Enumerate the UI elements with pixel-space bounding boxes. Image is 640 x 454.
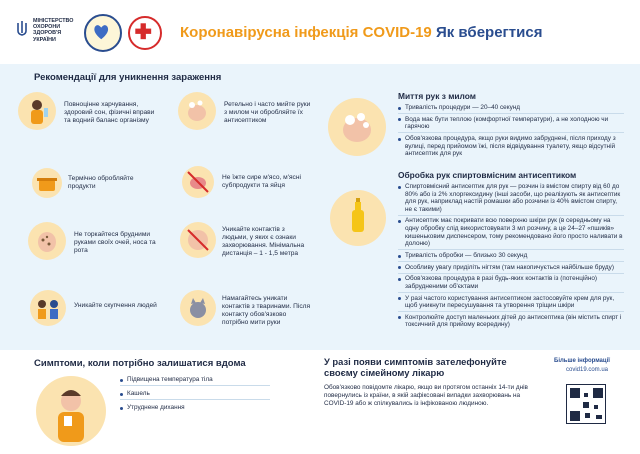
- recommendations-title: Рекомендації для уникнення зараження: [34, 72, 222, 83]
- list-item: Контролюйте доступ маленьких дітей до антисептика (він містить спирт і токсичний для прийому всередину): [398, 314, 624, 329]
- rec-text-crowds: Уникайте скупчення людей: [74, 302, 157, 309]
- soap-title: Миття рук з милом: [398, 91, 476, 101]
- list-item: Антисептик має покривати всю поверхню шкіри рук (в середньому на одну обробку слід використовувати 3 мл розчину, а це 24–27 «пшиків» кишеньковим диспенсером, тому рекомендовано його просто наливати в долоню): [398, 217, 624, 250]
- header: [0, 0, 640, 64]
- dirty-hand-icon: [28, 222, 66, 260]
- cat-icon: [180, 290, 216, 326]
- antiseptic-bottle-icon: [330, 190, 386, 246]
- rec-text-face-touch: Не торкайтеся брудними руками своїх очей, носа та рота: [74, 231, 156, 254]
- list-item: Тривалість процедури — 20–40 секунд: [398, 104, 624, 114]
- doctor-title: У разі появи симптомів зателефонуйте своєму сімейному лікарю: [324, 356, 507, 378]
- red-cross-logo-icon: [128, 16, 162, 50]
- list-item: Обов'язкова процедура в разі будь-яких контактів із (потенційно) забрудненими об'єктами: [398, 275, 624, 293]
- crowd-icon: [30, 290, 66, 326]
- list-item: Підвищена температура тіла: [120, 376, 270, 386]
- antiseptic-list: [398, 183, 624, 331]
- list-item: Особливу увагу приділіть нігтям (там накопичується найбільше бруду): [398, 264, 624, 274]
- cooking-pot-icon: [32, 168, 62, 198]
- list-item: Тривалість обробки — близько 30 секунд: [398, 252, 624, 262]
- no-raw-meat-icon: [182, 166, 214, 198]
- qr-code-icon[interactable]: [566, 384, 606, 424]
- rec-text-distance: Уникайте контактів з людьми, у яких є ознаки захворювання. Мінімальна дистанція – 1 - 1,5 метра: [222, 226, 305, 257]
- rec-text-raw-meat: Не їжте сире м'ясо, м'ясні субпродукти та яйця: [222, 174, 301, 189]
- heart-logo-icon: [84, 14, 122, 52]
- rec-text-handwash: Ретельно і часто мийте руки з милом чи обробляйте їх антисептиком: [224, 101, 311, 124]
- more-info-label: Більше інформації: [554, 358, 610, 364]
- antiseptic-title: Обробка рук спиртовмісним антисептиком: [398, 170, 577, 180]
- soap-hands-icon: [328, 98, 386, 156]
- page-title: Коронавірусна інфекція COVID-19 Як вберегтися: [180, 24, 543, 41]
- more-info-link[interactable]: covid19.com.ua: [566, 367, 609, 373]
- sick-person-icon: [36, 376, 106, 446]
- list-item: Утруднене дихання: [120, 404, 270, 412]
- symptoms-list: [120, 376, 270, 413]
- soap-list: [398, 104, 624, 159]
- list-item: Обов'язкова процедура, якщо руки видимо забруднені, після приходу з вулиці, перед прийомом їжі, після відвідування туалету, якщо відсутній антисептик для рук: [398, 135, 624, 158]
- doctor-text: Обов'язково повідомте лікарю, якщо ви протягом останніх 14-ти днів повернулись із країни, в якій зафіксовані випадки захворювань на COVID-19 або ж спілкувались із інфікованою людиною.: [324, 384, 528, 407]
- rec-text-nutrition: Повноцінне харчування, здоровий сон, фізичні вправи та водний баланс організму: [64, 101, 155, 124]
- hand-wash-icon: [178, 92, 216, 130]
- trident-icon: [16, 20, 28, 38]
- person-water-icon: [18, 92, 56, 130]
- list-item: Спиртовмісний антисептик для рук — розчин із вмістом спирту від 60 до 80% або із 2% хлоргексидину (інші засоби, що реалізують як антисептик для рук, наприклад настій ромашки або розчини із 40% вмістом спирту, не є такими): [398, 183, 624, 216]
- rec-text-cooking: Термічно обробляйте продукти: [68, 175, 134, 190]
- rec-text-animals: Намагайтесь уникати контактів з тваринами. Після контакту обов'язково потрібно мити руки: [222, 295, 311, 326]
- list-item: Вода має бути теплою (комфортної температури), а не холодною чи гарячою: [398, 116, 624, 134]
- symptoms-title: Симптоми, коли потрібно залишатися вдома: [34, 358, 246, 369]
- no-virus-icon: [180, 222, 216, 258]
- list-item: У разі частого користування антисептиком застосовуйте крем для рук, щоб уникнути пересушування та утворення тріщин шкіри: [398, 295, 624, 313]
- list-item: Кашель: [120, 390, 270, 400]
- ministry-name: МІНІСТЕРСТВО ОХОРОНИ ЗДОРОВ'Я УКРАЇНИ: [33, 18, 74, 43]
